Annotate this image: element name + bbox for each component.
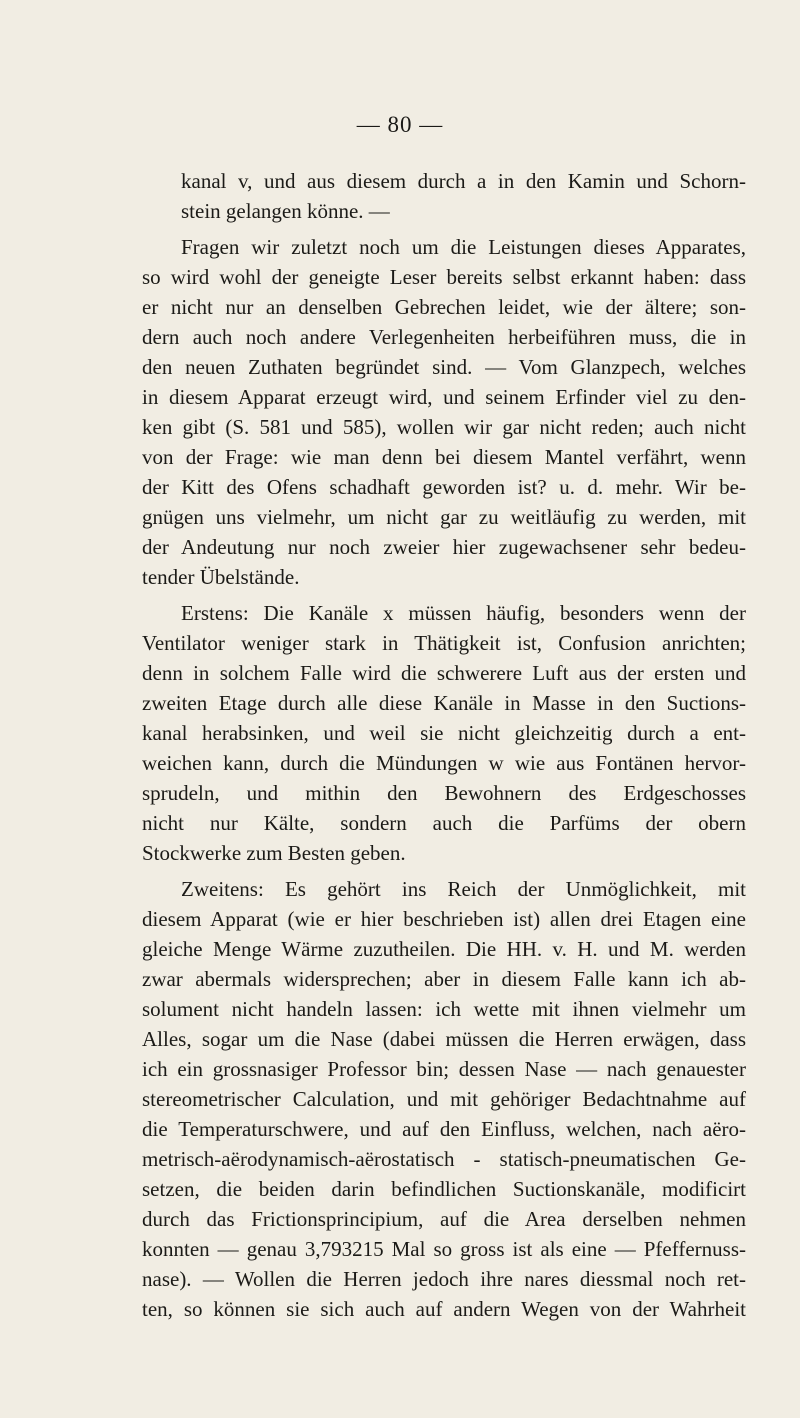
text-line: Zweitens: Es gehört ins Reich der Unmöglichkeit, mit [181,877,746,901]
text-line: konnten — genau 3,793215 Mal so gross ist als eine — Pfeffernuss- [142,1237,746,1261]
text-line: weichen kann, durch die Mündungen w wie aus Fontänen hervor- [142,751,746,775]
page-number: — 80 — [356,112,444,137]
text-line: ich ein grossnasiger Professor bin; dessen Nase — nach genauester [142,1057,746,1081]
text-line: zwar abermals widersprechen; aber in diesem Falle kann ich ab- [142,967,746,991]
text-line: setzen, die beiden darin befindlichen Suctionskanäle, modificirt [142,1177,746,1201]
text-line: durch das Frictionsprincipium, auf die Area derselben nehmen [142,1207,746,1231]
text-line: er nicht nur an denselben Gebrechen leidet, wie der ältere; son- [142,295,746,319]
text-line: gnügen uns vielmehr, um nicht gar zu weitläufig zu werden, mit [142,505,746,529]
text-line: von der Frage: wie man denn bei diesem Mantel verfährt, wenn [142,445,746,469]
text-line: nase). — Wollen die Herren jedoch ihre nares diessmal noch ret- [142,1267,746,1291]
text-line: Alles, sogar um die Nase (dabei müssen die Herren erwägen, dass [142,1027,746,1051]
text-line: ken gibt (S. 581 und 585), wollen wir gar nicht reden; auch nicht [142,415,746,439]
text-line: dern auch noch andere Verlegenheiten herbeiführen muss, die in [142,325,746,349]
text-line: zweiten Etage durch alle diese Kanäle in Masse in den Suctions- [142,691,746,715]
text-line: nicht nur Kälte, sondern auch die Parfüms der obern [142,811,746,835]
text-line: denn in solchem Falle wird die schwerere Luft aus der ersten und [142,661,746,685]
text-line: in diesem Apparat erzeugt wird, und seinem Erfinder viel zu den- [142,385,746,409]
text-line: kanal herabsinken, und weil sie nicht gleichzeitig durch a ent- [142,721,746,745]
text-line: den neuen Zuthaten begründet sind. — Vom Glanzpech, welches [142,355,746,379]
text-line: sprudeln, und mithin den Bewohnern des Erdgeschosses [142,781,746,805]
text-line: gleiche Menge Wärme zuzutheilen. Die HH. v. H. und M. werden [142,937,746,961]
text-line: tender Übelstände. [142,565,300,589]
text-line: Stockwerke zum Besten geben. [142,841,406,865]
text-line: metrisch-aërodynamisch-aërostatisch - statisch-pneumatischen Ge- [142,1147,746,1171]
text-line: Erstens: Die Kanäle x müssen häufig, besonders wenn der [181,601,746,625]
text-line: ten, so können sie sich auch auf andern Wegen von der Wahrheit [142,1297,746,1321]
text-line: stereometrischer Calculation, und mit gehöriger Bedachtnahme auf [142,1087,746,1111]
text-line: stein gelangen könne. — [181,199,390,223]
text-line: so wird wohl der geneigte Leser bereits selbst erkannt haben: dass [142,265,746,289]
text-line: diesem Apparat (wie er hier beschrieben ist) allen drei Etagen eine [142,907,746,931]
text-line: Fragen wir zuletzt noch um die Leistungen dieses Apparates, [181,235,746,259]
text-line: Ventilator weniger stark in Thätigkeit ist, Confusion anrichten; [142,631,746,655]
text-line: die Temperaturschwere, und auf den Einfluss, welchen, nach aëro- [142,1117,746,1141]
text-line: kanal v, und aus diesem durch a in den Kamin und Schorn- [181,169,746,193]
text-line: der Kitt des Ofens schadhaft geworden ist? u. d. mehr. Wir be- [142,475,746,499]
text-line: der Andeutung nur noch zweier hier zugewachsener sehr bedeu- [142,535,746,559]
text-line: solument nicht handeln lassen: ich wette mit ihnen vielmehr um [142,997,746,1021]
